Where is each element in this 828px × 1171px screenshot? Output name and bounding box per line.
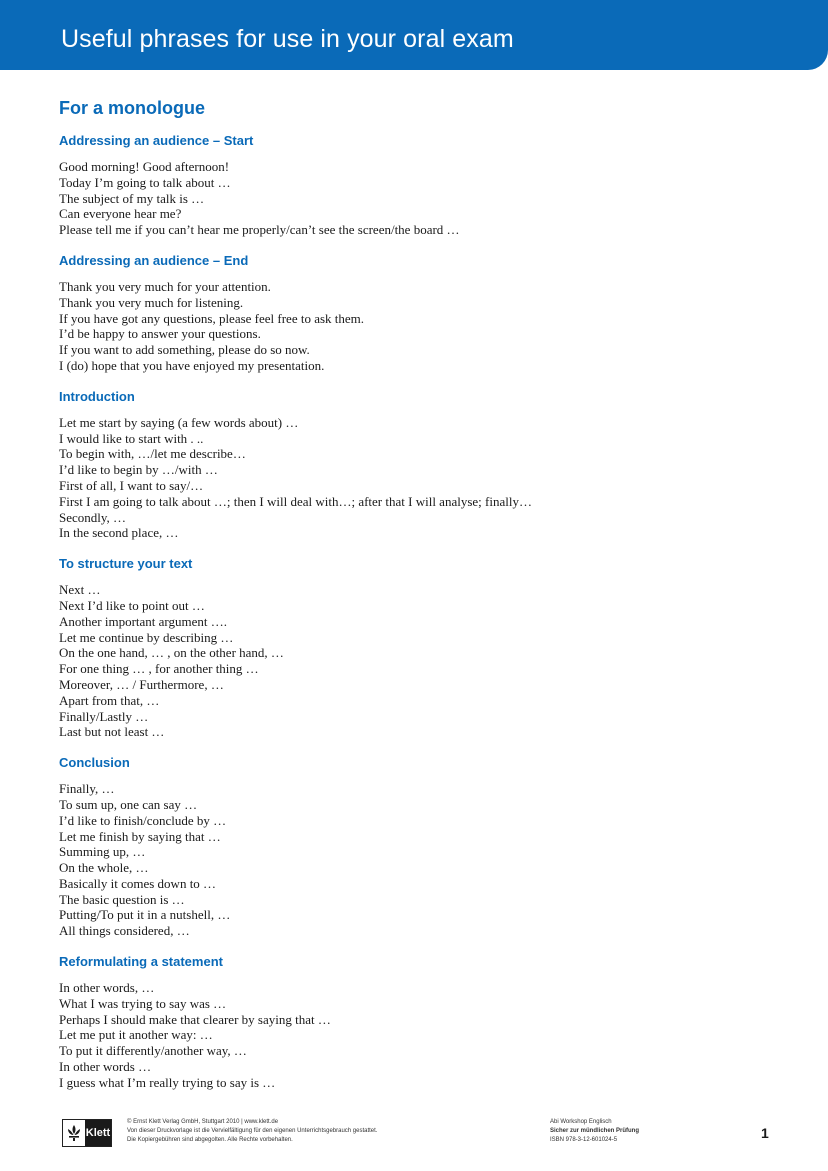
- content: [59, 97, 799, 1106]
- phrase-item: Moreover, … / Furthermore, …: [59, 676, 224, 692]
- phrase-item: Let me put it another way: …: [59, 1027, 213, 1043]
- phrase-list-reformulating: [59, 980, 799, 1091]
- phrase-item: To begin with, …/let me describe…: [59, 446, 246, 462]
- klett-logo: [62, 1119, 112, 1147]
- phrase-item: Let me start by saying (a few words about) …: [59, 414, 299, 430]
- phrase-item: Basically it comes down to …: [59, 875, 217, 891]
- phrase-item: I’d like to finish/conclude by …: [59, 812, 227, 828]
- header-banner: [0, 0, 828, 70]
- phrase-item: Good morning! Good afternoon!: [59, 159, 230, 174]
- footer-book-info: [550, 1118, 639, 1145]
- phrase-item: Apart from that, …: [59, 692, 160, 708]
- footer-legal: [127, 1118, 377, 1145]
- phrase-item: To sum up, one can say …: [59, 796, 198, 812]
- section-heading-end: Addressing an audience – End: [59, 252, 249, 268]
- phrase-item: Another important argument ….: [59, 613, 228, 629]
- phrase-item: If you want to add something, please do so now.: [59, 342, 310, 358]
- phrase-item: Secondly, …: [59, 509, 127, 525]
- phrase-item: Finally/Lastly …: [59, 708, 149, 724]
- section-heading-conclusion: Conclusion: [59, 755, 130, 771]
- main-heading: For a monologue: [59, 98, 205, 118]
- book-title-text: Sicher zur mündlichen Prüfung: [550, 1128, 640, 1134]
- phrase-item: I’d be happy to answer your questions.: [59, 326, 261, 342]
- phrase-item: Thank you very much for listening.: [59, 294, 244, 310]
- phrase-item: Let me continue by describing …: [59, 629, 234, 645]
- phrase-item: In other words, …: [59, 980, 155, 996]
- phrase-item: Perhaps I should make that clearer by saying that …: [59, 1011, 331, 1027]
- permission-text: Von dieser Druckvorlage ist die Vervielfältigung für den eigenen Unterrichtsgebrauch gestattet.: [127, 1128, 378, 1134]
- phrase-item: The subject of my talk is …: [59, 190, 205, 206]
- section-heading-introduction: Introduction: [59, 388, 135, 404]
- phrase-list-conclusion: [59, 781, 799, 939]
- phrase-item: Please tell me if you can’t hear me properly/can’t see the screen/the board …: [59, 222, 460, 238]
- phrase-item: If you have got any questions, please feel free to ask them.: [59, 310, 365, 326]
- phrase-list-structure: [59, 582, 799, 740]
- phrase-item: Last but not least …: [59, 724, 165, 740]
- phrase-item: For one thing … , for another thing …: [59, 661, 259, 677]
- footer: [0, 1115, 828, 1155]
- section-heading-structure: To structure your text: [59, 556, 193, 572]
- phrase-item: First I am going to talk about …; then I will deal with…; after that I will analyse; finally…: [59, 493, 532, 509]
- phrase-item: I’d like to begin by …/with …: [59, 462, 218, 478]
- fees-text: Die Kopiergebühren sind abgegolten. Alle Rechte vorbehalten.: [127, 1137, 293, 1143]
- page-title: Useful phrases for use in your oral exam: [61, 25, 514, 53]
- phrase-item: What I was trying to say was …: [59, 995, 227, 1011]
- phrase-item: To put it differently/another way, …: [59, 1043, 247, 1059]
- phrase-item: All things considered, …: [59, 923, 190, 939]
- copyright-text: © Ernst Klett Verlag GmbH, Stuttgart 2010 | www.klett.de: [127, 1119, 279, 1125]
- page-number: 1: [761, 1125, 769, 1141]
- logo-text: Klett: [85, 1120, 111, 1146]
- phrase-item: On the whole, …: [59, 860, 149, 876]
- phrase-item: I (do) hope that you have enjoyed my presentation.: [59, 357, 325, 373]
- phrase-list-end: [59, 279, 799, 374]
- phrase-item: Next I’d like to point out …: [59, 597, 205, 613]
- phrase-item: Today I’m going to talk about …: [59, 174, 231, 190]
- phrase-item: On the one hand, … , on the other hand, …: [59, 645, 284, 661]
- phrase-item: Putting/To put it in a nutshell, …: [59, 907, 231, 923]
- phrase-item: In the second place, …: [59, 525, 179, 541]
- phrase-item: The basic question is …: [59, 891, 185, 907]
- lily-icon: [63, 1120, 85, 1146]
- section-heading-reformulating: Reformulating a statement: [59, 954, 223, 970]
- phrase-item: Let me finish by saying that …: [59, 828, 221, 844]
- section-heading-start: Addressing an audience – Start: [59, 133, 254, 148]
- isbn-text: ISBN 978-3-12-601024-5: [550, 1137, 618, 1143]
- phrase-item: Next …: [59, 582, 101, 598]
- phrase-list-introduction: [59, 415, 799, 541]
- phrase-item: Summing up, …: [59, 844, 146, 860]
- phrase-item: First of all, I want to say/…: [59, 477, 204, 493]
- phrase-item: Thank you very much for your attention.: [59, 278, 271, 294]
- phrase-item: In other words …: [59, 1059, 152, 1075]
- phrase-item: Finally, …: [59, 781, 115, 797]
- phrase-item: I guess what I’m really trying to say is …: [59, 1074, 276, 1090]
- series-text: Abi Workshop Englisch: [550, 1119, 612, 1125]
- phrase-list-start: [59, 159, 799, 238]
- phrase-item: I would like to start with . ..: [59, 430, 204, 446]
- phrase-item: Can everyone hear me?: [59, 206, 182, 222]
